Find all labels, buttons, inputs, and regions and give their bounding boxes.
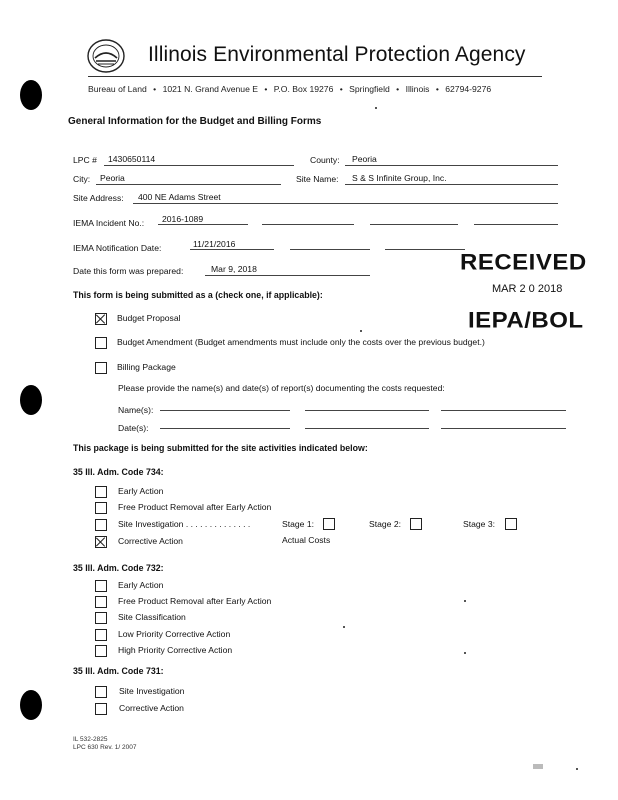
- code734-free-product-label: Free Product Removal after Early Action: [118, 502, 272, 512]
- names-line-3: [441, 410, 566, 411]
- iema-notification-line-3: [385, 249, 465, 250]
- prepared-label: Date this form was prepared:: [73, 266, 184, 276]
- stage2-checkbox[interactable]: [410, 518, 422, 530]
- iema-notification-value[interactable]: 11/21/2016: [193, 239, 236, 249]
- form-title: General Information for the Budget and Billing Forms: [68, 116, 322, 127]
- punch-hole-bottom: [20, 690, 42, 720]
- activities-heading: This package is being submitted for the site activities indicated below:: [73, 443, 368, 453]
- iema-incident-value[interactable]: 2016-1089: [162, 214, 204, 224]
- lpc-value[interactable]: 1430650114: [108, 154, 156, 164]
- agency-name: Illinois Environmental Protection Agency: [148, 43, 526, 66]
- dates-label: Date(s):: [118, 423, 149, 433]
- city-label: City:: [73, 174, 91, 184]
- report-prompt: Please provide the name(s) and date(s) of report(s) documenting the costs requested:: [118, 383, 445, 393]
- county-value[interactable]: Peoria: [352, 154, 377, 164]
- iema-notification-label: IEMA Notification Date:: [73, 243, 162, 253]
- footer-form-number: IL 532-2825: [73, 736, 108, 743]
- site-name-line: [345, 184, 558, 185]
- iema-incident-line-4: [474, 224, 558, 225]
- code732-title: 35 Ill. Adm. Code 732:: [73, 563, 164, 573]
- code731-corrective-action-checkbox[interactable]: [95, 703, 107, 715]
- code732-low-priority-label: Low Priority Corrective Action: [118, 629, 231, 639]
- iema-incident-line-2: [262, 224, 354, 225]
- code731-site-investigation-checkbox[interactable]: [95, 686, 107, 698]
- names-line-2: [305, 410, 429, 411]
- code734-early-action-checkbox[interactable]: [95, 486, 107, 498]
- scan-speck: [464, 652, 466, 654]
- code732-low-priority-checkbox[interactable]: [95, 629, 107, 641]
- site-address-label: Site Address:: [73, 193, 124, 203]
- code732-free-product-label: Free Product Removal after Early Action: [118, 596, 272, 606]
- dates-line-3: [441, 428, 566, 429]
- code731-site-investigation-label: Site Investigation: [119, 686, 185, 696]
- code734-title: 35 Ill. Adm. Code 734:: [73, 467, 164, 477]
- stage3-checkbox[interactable]: [505, 518, 517, 530]
- code731-title: 35 Ill. Adm. Code 731:: [73, 666, 164, 676]
- code734-site-investigation-checkbox[interactable]: [95, 519, 107, 531]
- iema-notification-line-1: [190, 249, 274, 250]
- code732-free-product-checkbox[interactable]: [95, 596, 107, 608]
- punch-hole-top: [20, 80, 42, 110]
- code734-site-investigation-label: Site Investigation . . . . . . . . . . . . . .: [118, 519, 251, 529]
- code734-corrective-action-label: Corrective Action: [118, 536, 183, 546]
- iema-incident-label: IEMA Incident No.:: [73, 218, 145, 228]
- scan-speck: [576, 768, 578, 770]
- site-address-line: [133, 203, 558, 204]
- code732-early-action-label: Early Action: [118, 580, 164, 590]
- code732-early-action-checkbox[interactable]: [95, 580, 107, 592]
- county-line: [345, 165, 558, 166]
- prepared-value[interactable]: Mar 9, 2018: [211, 264, 257, 274]
- punch-hole-middle: [20, 385, 42, 415]
- footer-revision: LPC 630 Rev. 1/ 2007: [73, 744, 137, 751]
- billing-package-label: Billing Package: [117, 362, 176, 372]
- stage3-label: Stage 3:: [463, 519, 496, 529]
- code734-free-product-checkbox[interactable]: [95, 502, 107, 514]
- code731-corrective-action-label: Corrective Action: [119, 703, 184, 713]
- iema-incident-line-1: [158, 224, 248, 225]
- stage1-checkbox[interactable]: [323, 518, 335, 530]
- received-stamp-date: MAR 2 0 2018: [492, 283, 563, 295]
- stage1-label: Stage 1:: [282, 519, 315, 529]
- code732-high-priority-label: High Priority Corrective Action: [118, 645, 233, 655]
- code732-high-priority-checkbox[interactable]: [95, 645, 107, 657]
- city-value[interactable]: Peoria: [100, 173, 125, 183]
- lpc-line: [104, 165, 294, 166]
- submission-heading: This form is being submitted as a (check one, if applicable):: [73, 290, 323, 300]
- scan-speck: [375, 107, 377, 109]
- dates-line-1: [160, 428, 290, 429]
- prepared-line: [205, 275, 370, 276]
- site-name-label: Site Name:: [296, 174, 339, 184]
- dates-line-2: [305, 428, 429, 429]
- iema-notification-line-2: [290, 249, 370, 250]
- county-label: County:: [310, 155, 340, 165]
- code732-site-classification-checkbox[interactable]: [95, 612, 107, 624]
- city-line: [96, 184, 281, 185]
- iema-incident-line-3: [370, 224, 458, 225]
- scan-speck: [343, 626, 345, 628]
- code734-corrective-action-checkbox[interactable]: [95, 536, 107, 548]
- names-label: Name(s):: [118, 405, 154, 415]
- names-line-1: [160, 410, 290, 411]
- site-address-value[interactable]: 400 NE Adams Street: [138, 192, 221, 202]
- billing-package-checkbox[interactable]: [95, 362, 107, 374]
- header-rule: [88, 76, 542, 77]
- code734-early-action-label: Early Action: [118, 486, 164, 496]
- code732-site-classification-label: Site Classification: [118, 612, 186, 622]
- actual-costs-label: Actual Costs: [282, 535, 331, 545]
- budget-proposal-label: Budget Proposal: [117, 313, 181, 323]
- budget-proposal-checkbox[interactable]: [95, 313, 107, 325]
- agency-seal-icon: [86, 38, 126, 79]
- site-name-value[interactable]: S & S Infinite Group, Inc.: [352, 173, 447, 183]
- received-stamp: RECEIVED: [460, 250, 587, 275]
- scan-speck: [360, 330, 362, 332]
- agency-address: Bureau of Land • 1021 N. Grand Avenue E • P.O. Box 19276 • Springfield • Illinois • 62794-9276: [88, 84, 492, 94]
- scan-speck: [464, 600, 466, 602]
- lpc-label: LPC #: [73, 155, 97, 165]
- stage2-label: Stage 2:: [369, 519, 402, 529]
- received-stamp-office: IEPA/BOL: [468, 308, 584, 333]
- scan-smudge: [533, 764, 543, 769]
- budget-amendment-label: Budget Amendment (Budget amendments must include only the costs over the previous budget.): [117, 337, 485, 347]
- budget-amendment-checkbox[interactable]: [95, 337, 107, 349]
